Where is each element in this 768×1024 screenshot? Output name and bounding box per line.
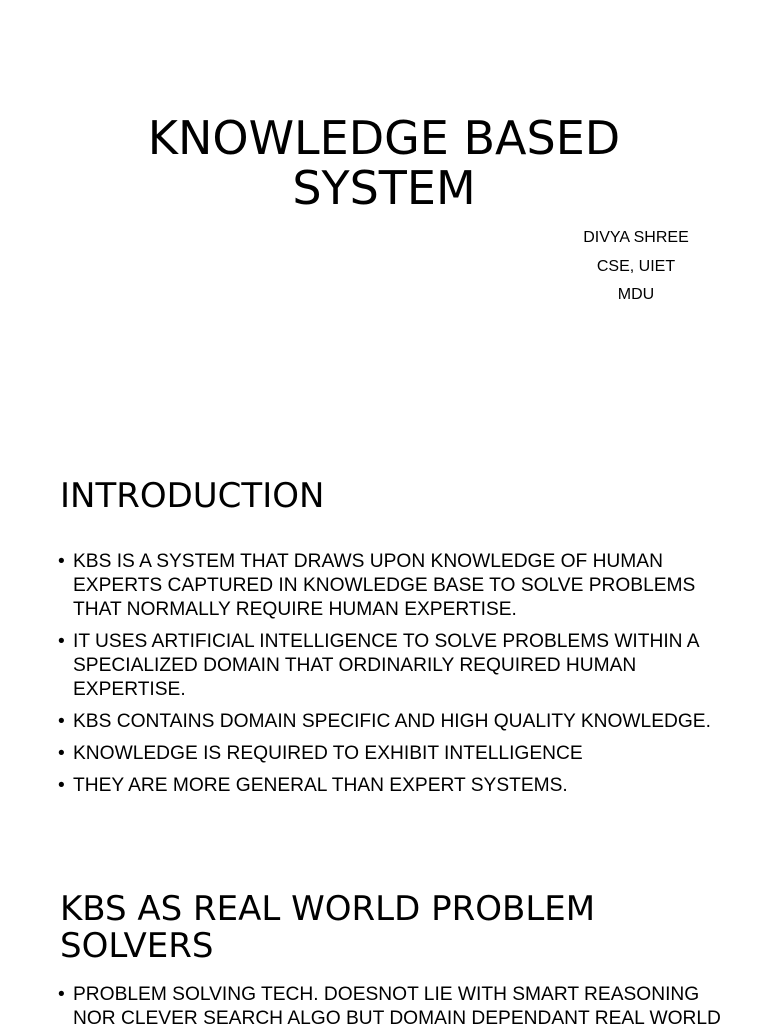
- bullet-text: PROBLEM SOLVING TECH. DOESNOT LIE WITH SMART REASONING NOR CLEVER SEARCH ALGO BUT DOMAIN DEPENDANT REAL WORLD: [73, 984, 721, 1024]
- author-department: CSE, UIET: [596, 257, 676, 275]
- kbs-solvers-bullet-list: [58, 983, 728, 1024]
- list-item: [58, 742, 728, 766]
- introduction-heading: INTRODUCTION: [60, 476, 325, 516]
- bullet-text: THEY ARE MORE GENERAL THAN EXPERT SYSTEMS.: [73, 775, 568, 796]
- bullet-text: KBS IS A SYSTEM THAT DRAWS UPON KNOWLEDGE OF HUMAN EXPERTS CAPTURED IN KNOWLEDGE BASE TO SOLVE PROBLEMS THAT NORMALLY REQUIRE HUMAN EXPERTISE.: [73, 551, 696, 620]
- bullet-icon: •: [58, 551, 65, 572]
- author-name: DIVYA SHREE: [583, 229, 689, 246]
- bullet-icon: •: [58, 775, 65, 796]
- bullet-text: IT USES ARTIFICIAL INTELLIGENCE TO SOLVE PROBLEMS WITHIN A SPECIALIZED DOMAIN THAT ORDINARILY REQUIRED HUMAN EXPERTISE.: [73, 631, 699, 700]
- list-item: [58, 774, 728, 798]
- bullet-icon: •: [58, 743, 65, 764]
- introduction-bullet-list: [58, 550, 728, 806]
- bullet-icon: •: [58, 984, 65, 1005]
- list-item: [58, 550, 728, 622]
- author-organization: MDU: [617, 286, 655, 303]
- list-item: [58, 630, 728, 702]
- kbs-solvers-heading: KBS AS REAL WORLD PROBLEM SOLVERS: [60, 889, 596, 966]
- author-block: [556, 224, 716, 310]
- bullet-icon: •: [58, 711, 65, 732]
- bullet-text: KNOWLEDGE IS REQUIRED TO EXHIBIT INTELLIGENCE: [73, 743, 583, 764]
- main-title: [0, 113, 768, 213]
- main-title-line-1: KNOWLEDGE BASED: [147, 111, 621, 165]
- main-title-line-2: SYSTEM: [292, 161, 476, 215]
- bullet-icon: •: [58, 631, 65, 652]
- list-item: [58, 983, 728, 1024]
- bullet-text: KBS CONTAINS DOMAIN SPECIFIC AND HIGH QUALITY KNOWLEDGE.: [73, 711, 711, 732]
- list-item: [58, 710, 728, 734]
